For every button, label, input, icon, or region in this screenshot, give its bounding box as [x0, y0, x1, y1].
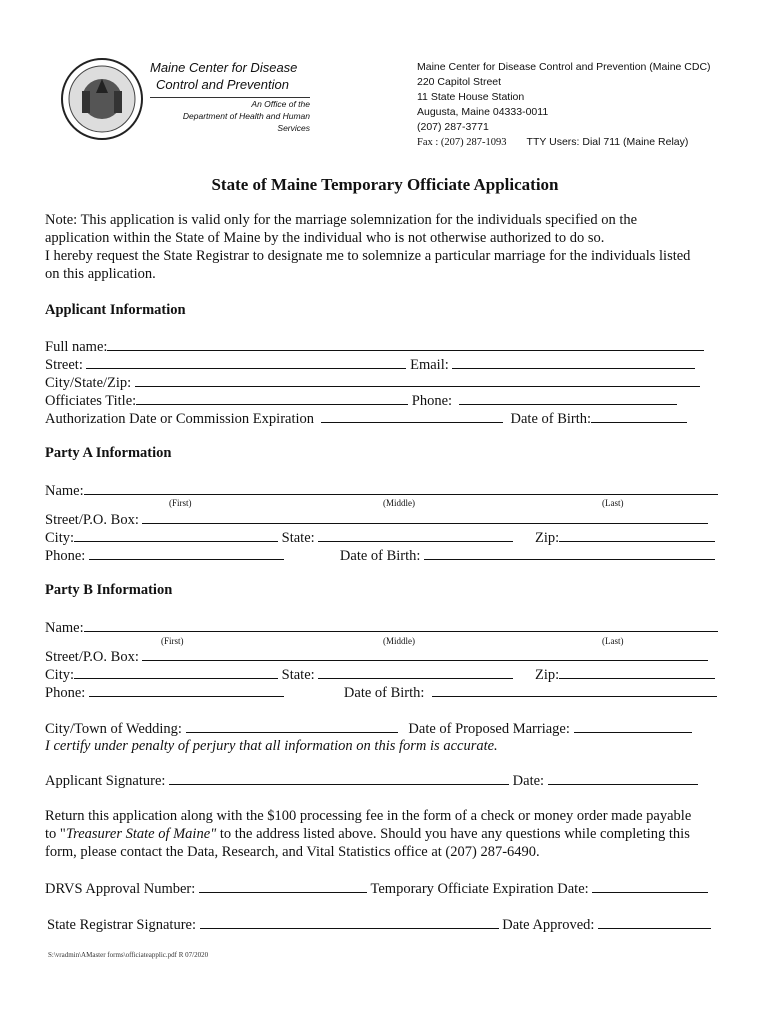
party-a-phone-field[interactable] — [89, 546, 284, 560]
note-line-2: application within the State of Maine by the individual who is not otherwise authorized to do so. — [45, 230, 605, 246]
applicant-city-row — [45, 373, 700, 392]
applicant-signature-field[interactable] — [169, 771, 509, 785]
address-line-4: Augusta, Maine 04333-0011 — [417, 106, 549, 118]
payee-name: Treasurer State of Maine" — [65, 826, 217, 842]
party-b-city-row — [45, 665, 715, 684]
date-approved-field[interactable] — [598, 915, 711, 929]
return-line-2 — [45, 825, 735, 843]
logo-line-4: Department of Health and Human Services — [182, 111, 310, 133]
temp-exp-label: Temporary Officiate Expiration Date: — [370, 881, 589, 897]
fax-number: Fax : (207) 287-1093 — [417, 137, 507, 148]
signature-date-label: Date: — [512, 773, 545, 789]
address-line-5: (207) 287-3771 — [417, 121, 489, 133]
signature-date-field[interactable] — [548, 771, 698, 785]
proposed-date-label: Date of Proposed Marriage: — [408, 721, 570, 737]
applicant-auth-row — [45, 409, 687, 428]
party-a-middle-hint: (Middle) — [383, 498, 415, 508]
state-seal-icon — [60, 57, 144, 141]
party-a-street-row — [45, 510, 708, 529]
party-a-city-row — [45, 528, 715, 547]
party-b-city-label: City: — [45, 667, 75, 683]
city-state-zip-field[interactable] — [135, 373, 700, 387]
street-label: Street: — [45, 357, 83, 373]
certify-statement: I certify under penalty of perjury that all information on this form is accurate. — [45, 738, 498, 754]
party-b-state-label: State: — [281, 667, 315, 683]
phone-label: Phone: — [411, 393, 453, 409]
auth-date-field[interactable] — [321, 409, 503, 423]
party-b-last-hint: (Last) — [602, 636, 624, 646]
street-field[interactable] — [86, 355, 406, 369]
email-field[interactable] — [452, 355, 695, 369]
party-b-phone-row — [45, 683, 717, 702]
party-a-street-label: Street/P.O. Box: — [45, 512, 139, 528]
note-line-4: on this application. — [45, 266, 156, 282]
address-line-3: 11 State House Station — [417, 91, 525, 103]
party-a-name-field[interactable] — [84, 481, 718, 495]
applicant-full-name-row — [45, 337, 704, 356]
applicant-signature-label: Applicant Signature: — [45, 773, 166, 789]
party-b-zip-label: Zip: — [535, 667, 560, 683]
registrar-signature-field[interactable] — [200, 915, 499, 929]
email-label: Email: — [410, 357, 449, 373]
address-block — [417, 60, 711, 150]
party-a-state-label: State: — [281, 530, 315, 546]
logo-line-2: Control and Prevention — [156, 77, 289, 92]
page-title: State of Maine Temporary Officiate Application — [211, 175, 559, 194]
party-b-middle-hint: (Middle) — [383, 636, 415, 646]
applicant-dob-label: Date of Birth: — [510, 411, 592, 427]
party-b-street-field[interactable] — [142, 647, 708, 661]
party-a-zip-field[interactable] — [559, 528, 715, 542]
note-line-1: Note: This application is valid only for the marriage solemnization for the individuals specified on the — [45, 212, 638, 228]
party-a-first-hint: (First) — [169, 498, 192, 508]
party-a-street-field[interactable] — [142, 510, 708, 524]
applicant-street-row — [45, 355, 695, 374]
party-b-first-hint: (First) — [161, 636, 184, 646]
tty-info: TTY Users: Dial 711 (Maine Relay) — [526, 136, 689, 148]
return-line-1: Return this application along with the $100 processing fee in the form of a check or money order made payable — [45, 808, 692, 824]
full-name-field[interactable] — [107, 337, 704, 351]
party-b-city-field[interactable] — [74, 665, 278, 679]
drvs-label: DRVS Approval Number: — [45, 881, 196, 897]
registrar-signature-label: State Registrar Signature: — [47, 917, 196, 933]
party-b-name-field[interactable] — [84, 618, 718, 632]
party-b-phone-label: Phone: — [45, 685, 86, 701]
full-name-label: Full name: — [45, 339, 108, 355]
wedding-row — [45, 719, 692, 738]
party-a-state-field[interactable] — [318, 528, 513, 542]
return-line-2-post: to the address listed above. Should you have any questions while completing this — [216, 826, 690, 842]
party-a-zip-label: Zip: — [535, 530, 560, 546]
applicant-dob-field[interactable] — [591, 409, 687, 423]
party-b-dob-field[interactable] — [432, 683, 717, 697]
applicant-title-row — [45, 391, 677, 410]
note-line-3: I hereby request the State Registrar to designate me to solemnize a particular marriage for the individuals listed — [45, 248, 691, 264]
party-b-dob-label: Date of Birth: — [343, 685, 425, 701]
party-a-city-label: City: — [45, 530, 75, 546]
logo-line-1: Maine Center for Disease — [150, 60, 298, 75]
address-line-2: 220 Capitol Street — [417, 76, 502, 88]
party-b-zip-field[interactable] — [559, 665, 715, 679]
party-b-street-row — [45, 647, 708, 666]
return-instructions — [45, 807, 735, 861]
party-a-name-label: Name: — [45, 483, 84, 499]
registrar-row — [47, 915, 711, 934]
drvs-field[interactable] — [199, 879, 367, 893]
party-b-phone-field[interactable] — [89, 683, 284, 697]
footer-path: S:\vradmin\AMaster forms\officiateapplic.pdf R 07/2020 — [48, 951, 209, 959]
wedding-city-field[interactable] — [186, 719, 398, 733]
officiates-title-field[interactable] — [136, 391, 408, 405]
address-line-1: Maine Center for Disease Control and Prevention (Maine CDC) — [417, 61, 711, 73]
proposed-date-field[interactable] — [574, 719, 692, 733]
party-a-last-hint: (Last) — [602, 498, 624, 508]
party-a-dob-label: Date of Birth: — [339, 548, 421, 564]
logo-line-3: An Office of the — [251, 99, 310, 109]
auth-date-label: Authorization Date or Commission Expiration — [45, 411, 315, 427]
party-a-phone-row — [45, 546, 715, 565]
party-a-city-field[interactable] — [74, 528, 278, 542]
maine-seal-logo — [58, 57, 308, 142]
party-a-heading: Party A Information — [45, 445, 172, 461]
city-state-zip-label: City/State/Zip: — [45, 375, 132, 391]
party-a-phone-label: Phone: — [45, 548, 86, 564]
party-a-dob-field[interactable] — [424, 546, 715, 560]
note-paragraph — [45, 211, 735, 283]
party-b-state-field[interactable] — [318, 665, 513, 679]
return-line-3: form, please contact the Data, Research, and Vital Statistics office at (207) 287-6490. — [45, 844, 540, 860]
wedding-city-label: City/Town of Wedding: — [45, 721, 182, 737]
party-b-name-row — [45, 618, 718, 637]
logo-text — [150, 59, 310, 134]
phone-field[interactable] — [459, 391, 677, 405]
officiates-title-label: Officiates Title: — [45, 393, 137, 409]
party-b-heading: Party B Information — [45, 582, 173, 598]
temp-exp-field[interactable] — [592, 879, 708, 893]
return-line-2-pre: to " — [45, 826, 66, 842]
date-approved-label: Date Approved: — [502, 917, 595, 933]
party-b-name-label: Name: — [45, 620, 84, 636]
party-b-street-label: Street/P.O. Box: — [45, 649, 139, 665]
applicant-heading: Applicant Information — [45, 302, 186, 318]
drvs-row — [45, 879, 708, 898]
signature-row — [45, 771, 698, 790]
